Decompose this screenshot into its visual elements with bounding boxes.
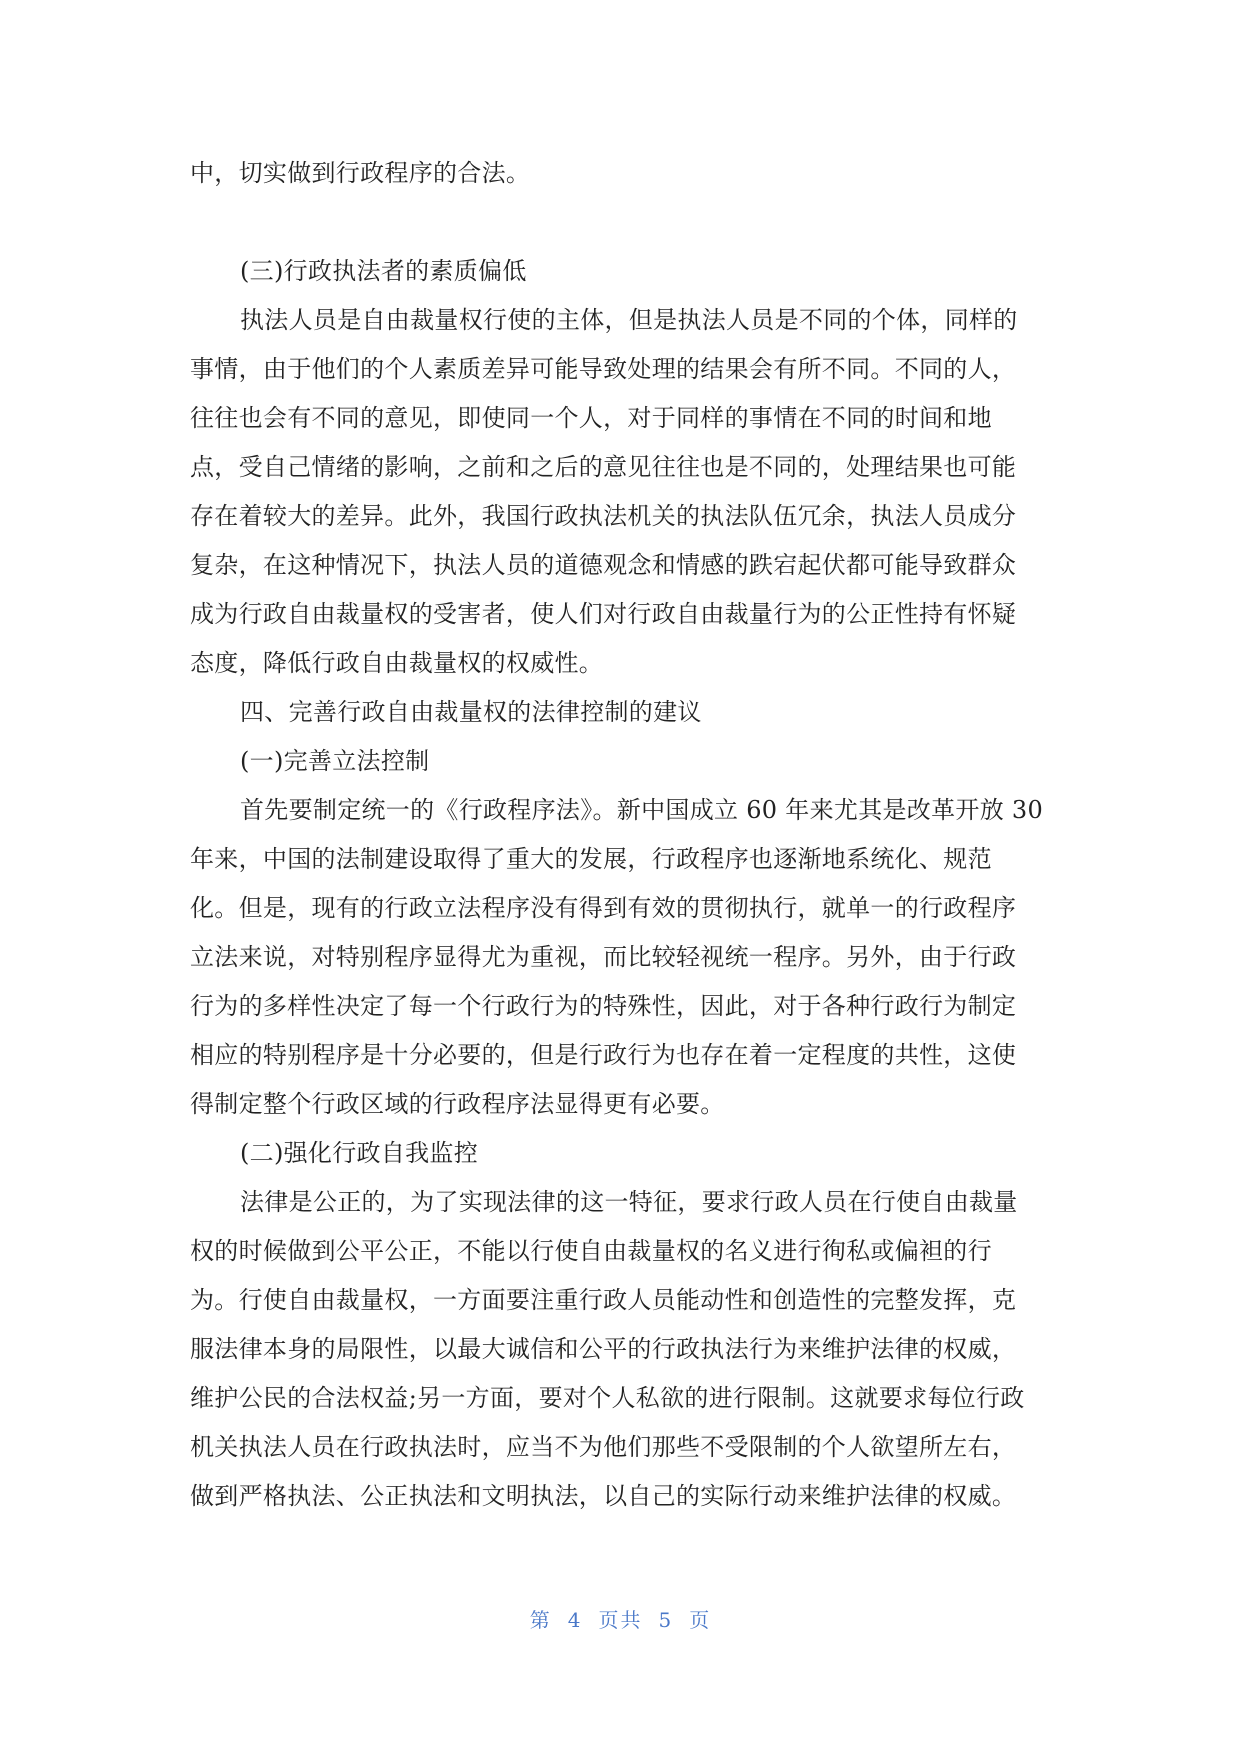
text-line: 首先要制定统一的《行政程序法》。新中国成立 60 年来尤其是改革开放 30 bbox=[240, 796, 1044, 824]
text-line: 点，受自己情绪的影响，之前和之后的意见往往也是不同的，处理结果也可能 bbox=[190, 453, 1017, 481]
text-line: 年来，中国的法制建设取得了重大的发展，行政程序也逐渐地系统化、规范 bbox=[190, 845, 992, 873]
footer-prefix: 第 bbox=[529, 1608, 552, 1632]
text-line: 机关执法人员在行政执法时，应当不为他们那些不受限制的个人欲望所左右， bbox=[190, 1433, 1017, 1461]
text-line: 法律是公正的，为了实现法律的这一特征，要求行政人员在行使自由裁量 bbox=[240, 1188, 1018, 1216]
current-page-number: 4 bbox=[567, 1608, 583, 1632]
text-line: 为。行使自由裁量权，一方面要注重行政人员能动性和创造性的完整发挥，克 bbox=[190, 1286, 1017, 1314]
text-line: 权的时候做到公平公正，不能以行使自由裁量权的名义进行徇私或偏袒的行 bbox=[190, 1237, 992, 1265]
footer-middle: 页共 bbox=[598, 1608, 643, 1632]
text-line: 执法人员是自由裁量权行使的主体，但是执法人员是不同的个体，同样的 bbox=[240, 306, 1018, 334]
page-footer bbox=[0, 1604, 1241, 1633]
text-line: 相应的特别程序是十分必要的，但是行政行为也存在着一定程度的共性，这使 bbox=[190, 1041, 1017, 1069]
text-line: 行为的多样性决定了每一个行政行为的特殊性，因此，对于各种行政行为制定 bbox=[190, 992, 1017, 1020]
text-line: 态度，降低行政自由裁量权的权威性。 bbox=[190, 649, 604, 677]
section-heading: (二)强化行政自我监控 bbox=[240, 1139, 479, 1167]
total-pages-number: 5 bbox=[658, 1608, 674, 1632]
section-heading: (三)行政执法者的素质偏低 bbox=[240, 257, 527, 285]
text-line: 服法律本身的局限性，以最大诚信和公平的行政执法行为来维护法律的权威， bbox=[190, 1335, 1017, 1363]
chapter-heading: 四、完善行政自由裁量权的法律控制的建议 bbox=[240, 698, 702, 726]
text-line: 得制定整个行政区域的行政程序法显得更有必要。 bbox=[190, 1090, 725, 1118]
text-line: 化。但是，现有的行政立法程序没有得到有效的贯彻执行，就单一的行政程序 bbox=[190, 894, 1017, 922]
text-line: 存在着较大的差异。此外，我国行政执法机关的执法队伍冗余，执法人员成分 bbox=[190, 502, 1017, 530]
text-line: 成为行政自由裁量权的受害者，使人们对行政自由裁量行为的公正性持有怀疑 bbox=[190, 600, 1017, 628]
text-line: 做到严格执法、公正执法和文明执法，以自己的实际行动来维护法律的权威。 bbox=[190, 1482, 1017, 1510]
text-line: 维护公民的合法权益;另一方面，要对个人私欲的进行限制。这就要求每位行政 bbox=[190, 1384, 1025, 1412]
text-line: 复杂，在这种情况下，执法人员的道德观念和情感的跌宕起伏都可能导致群众 bbox=[190, 551, 1017, 579]
text-line: 中，切实做到行政程序的合法。 bbox=[190, 159, 531, 187]
section-heading: (一)完善立法控制 bbox=[240, 747, 430, 775]
text-line: 事情，由于他们的个人素质差异可能导致处理的结果会有所不同。不同的人， bbox=[190, 355, 1017, 383]
text-line: 立法来说，对特别程序显得尤为重视，而比较轻视统一程序。另外，由于行政 bbox=[190, 943, 1017, 971]
text-line: 往往也会有不同的意见，即使同一个人，对于同样的事情在不同的时间和地 bbox=[190, 404, 992, 432]
footer-suffix: 页 bbox=[689, 1608, 712, 1632]
